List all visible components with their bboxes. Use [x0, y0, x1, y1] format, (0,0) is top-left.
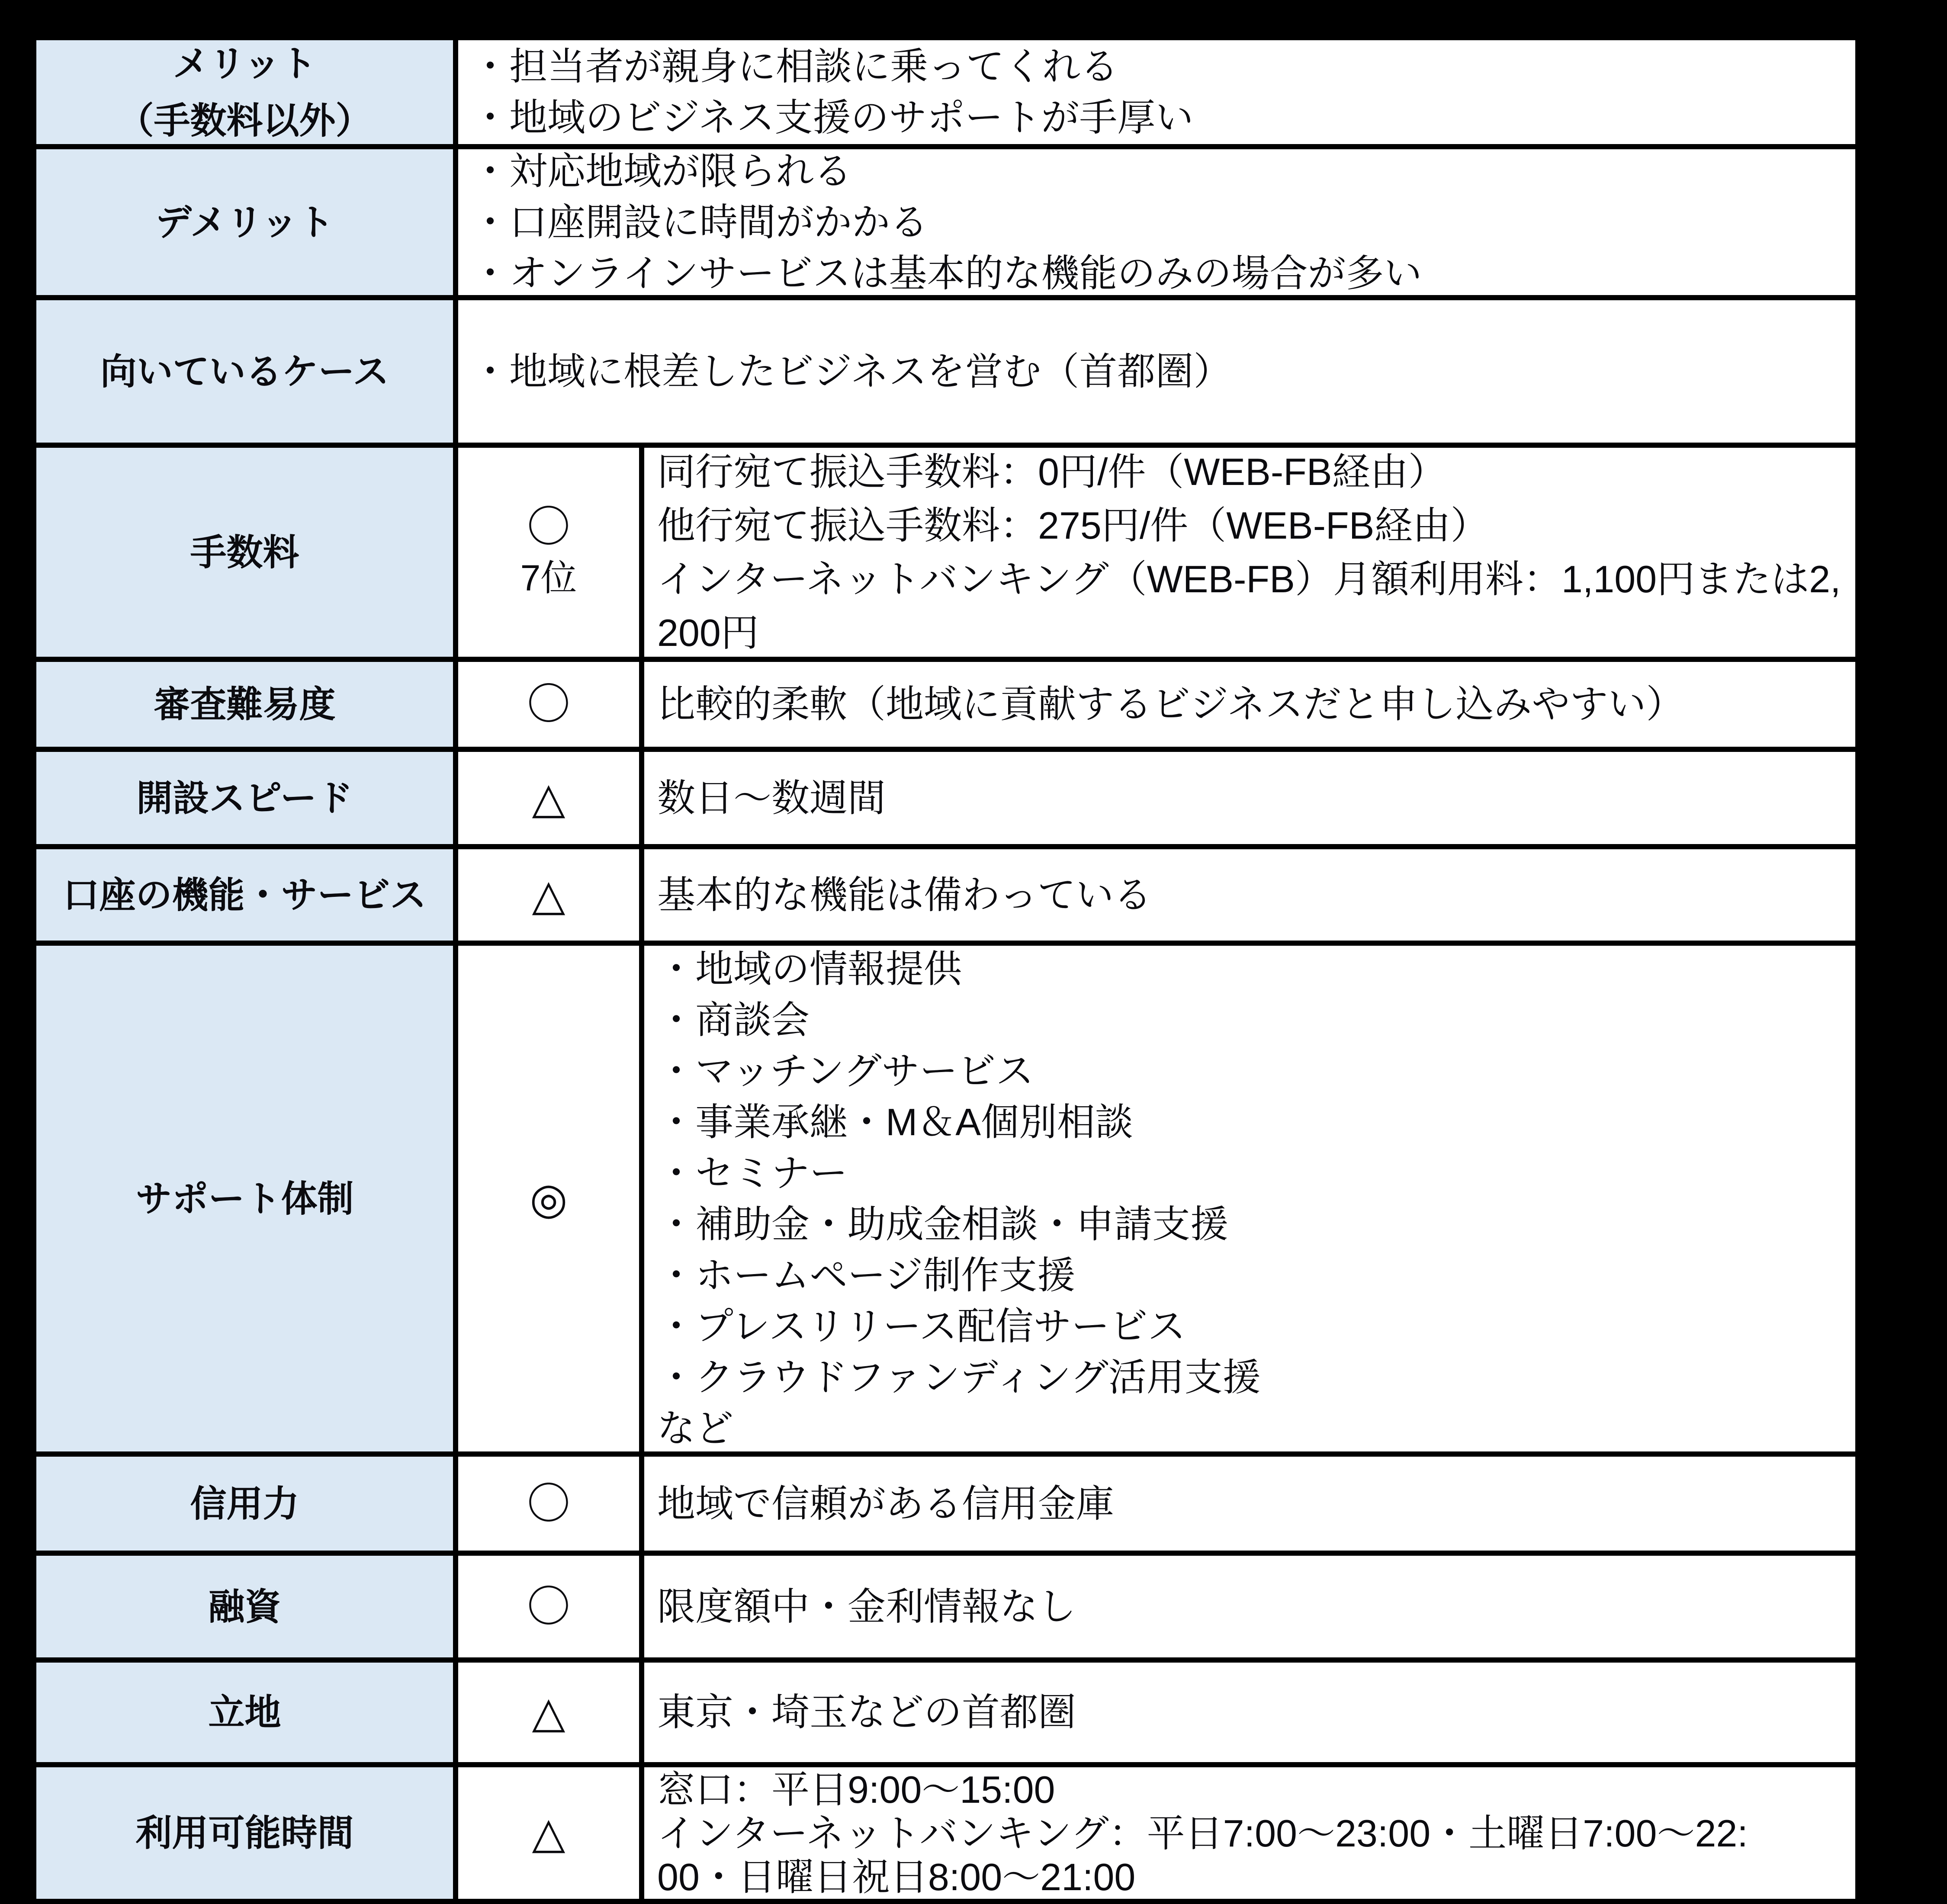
description-cell-fees: [644, 448, 1855, 657]
table-row-available-hours: [36, 1767, 1855, 1904]
text-line: ・ホームページ制作支援: [657, 1253, 1076, 1297]
label-line: 利用可能時間: [135, 1813, 354, 1853]
text-line: ・商談会: [657, 998, 810, 1041]
label-line: 口座の機能・サービス: [63, 874, 427, 915]
text-line: インターネットバンキング：平日7:00～23:00・土曜日7:00～22:: [657, 1811, 1748, 1855]
row-label-loans: [36, 1556, 458, 1657]
description-cell-screening-difficulty: [644, 662, 1855, 747]
text-line: 窓口：平日9:00～15:00: [657, 1768, 1055, 1811]
text-line: インターネットバンキング（WEB-FB）月額利用料：1,100円または2,: [657, 557, 1841, 600]
label-line: 開設スピード: [136, 777, 353, 819]
row-label-screening-difficulty: [36, 662, 458, 747]
description-cell-suitable-case: [458, 300, 1855, 443]
rating-mark: 〇: [527, 1582, 570, 1631]
text-line: 基本的な機能は備わっている: [657, 873, 1152, 916]
rating-cell-location: [458, 1663, 644, 1762]
description-cell-location: [644, 1663, 1855, 1762]
rating-mark: △: [532, 774, 565, 822]
table-row-screening-difficulty: [36, 662, 1855, 752]
label-line: 信用力: [190, 1483, 299, 1524]
description-cell-opening-speed: [644, 752, 1855, 844]
table-row-support-system: [36, 946, 1855, 1457]
label-line: 手数料: [190, 532, 299, 573]
text-line: ・プレスリリース配信サービス: [657, 1304, 1186, 1348]
text-line: ・クラウドファンディング活用支援: [657, 1355, 1261, 1399]
row-label-merit: [36, 40, 458, 144]
rating-cell-opening-speed: [458, 752, 644, 844]
row-label-available-hours: [36, 1767, 458, 1899]
table-row-account-features: [36, 849, 1855, 946]
text-line: ・地域の情報提供: [657, 947, 962, 990]
text-line: 同行宛て振込手数料：0円/件（WEB-FB経由）: [657, 450, 1446, 493]
rating-cell-loans: [458, 1556, 644, 1657]
rating-mark: 〇: [527, 502, 570, 551]
rating-cell-support-system: [458, 946, 644, 1451]
description-cell-account-features: [644, 849, 1855, 941]
rating-mark: △: [532, 1688, 565, 1737]
text-line: 東京・埼玉などの首都圏: [657, 1691, 1076, 1734]
text-line: ・地域に根差したビジネスを営む（首都圏）: [471, 350, 1232, 393]
table-row-fees: [36, 448, 1855, 662]
text-line: ・事業承継・M＆A個別相談: [657, 1100, 1134, 1143]
rating-mark: 〇: [527, 1479, 570, 1528]
text-line: 比較的柔軟（地域に貢献するビジネスだと申し込みやすい）: [657, 683, 1684, 726]
text-line: 地域で信頼がある信用金庫: [657, 1482, 1115, 1525]
label-line: サポート体制: [135, 1178, 354, 1219]
label-line: デメリット: [155, 202, 334, 243]
description-cell-merit: [458, 40, 1855, 144]
rating-rank: 7位: [520, 557, 577, 598]
description-cell-creditworthiness: [644, 1457, 1855, 1551]
table-row-suitable-case: [36, 300, 1855, 448]
rating-mark: △: [532, 870, 565, 919]
text-line: 限度額中・金利情報なし: [657, 1585, 1076, 1628]
rating-cell-creditworthiness: [458, 1457, 644, 1551]
label-line: （手数料以外）: [117, 100, 372, 141]
table-row-loans: [36, 1556, 1855, 1663]
description-cell-support-system: [644, 946, 1855, 1451]
row-label-suitable-case: [36, 300, 458, 443]
text-line: ・対応地域が限られる: [471, 149, 852, 193]
text-line: 200円: [657, 611, 759, 654]
rating-cell-screening-difficulty: [458, 662, 644, 747]
rating-mark: ◎: [530, 1174, 568, 1223]
text-line: 00・日曜日祝日8:00～21:00: [657, 1855, 1136, 1898]
label-line: メリット: [173, 43, 317, 84]
label-line: 融資: [208, 1586, 281, 1627]
rating-cell-fees: [458, 448, 644, 657]
rating-cell-available-hours: [458, 1767, 644, 1899]
text-line: ・担当者が親身に相談に乗ってくれる: [471, 45, 1119, 88]
text-line: ・マッチングサービス: [657, 1049, 1034, 1092]
table-row-location: [36, 1663, 1855, 1767]
text-line: など: [657, 1406, 734, 1450]
text-line: ・地域のビジネス支援のサポートが手厚い: [471, 96, 1194, 139]
row-label-account-features: [36, 849, 458, 941]
table-row-merit: [36, 40, 1855, 149]
rating-cell-account-features: [458, 849, 644, 941]
row-label-location: [36, 1663, 458, 1762]
description-cell-demerit: [458, 149, 1855, 295]
text-line: ・セミナー: [657, 1151, 848, 1194]
text-line: 数日～数週間: [657, 776, 886, 819]
text-line: 他行宛て振込手数料：275円/件（WEB-FB経由）: [657, 504, 1489, 547]
row-label-fees: [36, 448, 458, 657]
text-line: ・補助金・助成金相談・申請支援: [657, 1202, 1229, 1246]
table-row-creditworthiness: [36, 1457, 1855, 1556]
label-line: 向いているケース: [100, 351, 389, 392]
text-line: ・オンラインサービスは基本的な機能のみの場合が多い: [471, 251, 1422, 295]
row-label-opening-speed: [36, 752, 458, 844]
table-row-demerit: [36, 149, 1855, 300]
label-line: 立地: [208, 1692, 281, 1733]
label-line: 審査難易度: [154, 684, 336, 725]
rating-mark: △: [532, 1809, 565, 1857]
table-row-opening-speed: [36, 752, 1855, 849]
rating-mark: 〇: [527, 680, 570, 729]
row-label-creditworthiness: [36, 1457, 458, 1551]
text-line: ・口座開設に時間がかかる: [471, 200, 929, 244]
description-cell-loans: [644, 1556, 1855, 1657]
comparison-table: [31, 35, 1855, 1904]
row-label-demerit: [36, 149, 458, 295]
row-label-support-system: [36, 946, 458, 1451]
description-cell-available-hours: [644, 1767, 1855, 1899]
